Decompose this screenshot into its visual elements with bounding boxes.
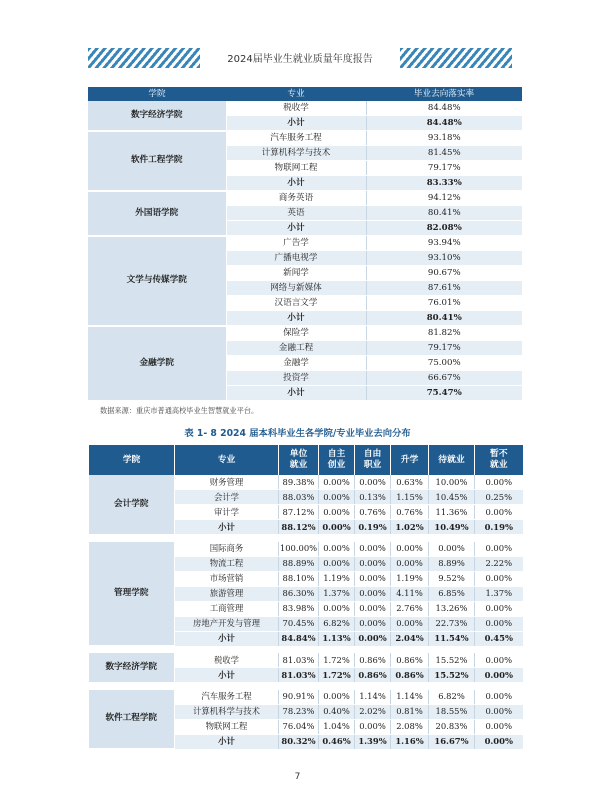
table-row [88, 131, 522, 146]
value-cell: 13.26% [429, 601, 475, 616]
value-cell: 100.00% [279, 542, 319, 557]
separator-cell [89, 683, 523, 690]
table2-body [89, 475, 523, 749]
subtotal-label: 小计 [226, 221, 366, 236]
header-stripe-right [400, 48, 512, 68]
value-cell: 83.98% [279, 601, 319, 616]
major-cell: 审计学 [175, 505, 279, 520]
value-cell: 1.15% [391, 490, 429, 505]
table2-header-text: 就业 [489, 460, 508, 470]
rate-cell: 84.48% [366, 101, 522, 116]
major-cell: 金融工程 [226, 341, 366, 356]
value-cell: 88.03% [279, 490, 319, 505]
value-cell: 0.00% [319, 475, 355, 490]
subtotal-label: 小计 [175, 734, 279, 749]
college-cell: 外国语学院 [88, 191, 226, 236]
subtotal-value: 1.02% [391, 520, 429, 535]
subtotal-value: 80.32% [279, 734, 319, 749]
table2-header-cell [429, 445, 475, 475]
value-cell: 8.89% [429, 556, 475, 571]
subtotal-value: 16.67% [429, 734, 475, 749]
value-cell: 1.72% [319, 653, 355, 668]
rate-cell: 76.01% [366, 296, 522, 311]
value-cell: 0.00% [355, 586, 391, 601]
subtotal-label: 小计 [226, 176, 366, 191]
table-row [89, 653, 523, 668]
major-cell: 国际商务 [175, 542, 279, 557]
value-cell: 1.19% [319, 571, 355, 586]
value-cell: 10.45% [429, 490, 475, 505]
value-cell: 0.76% [355, 505, 391, 520]
value-cell: 2.08% [391, 719, 429, 734]
rate-cell: 87.61% [366, 281, 522, 296]
major-cell: 广播电视学 [226, 251, 366, 266]
rate-cell: 93.10% [366, 251, 522, 266]
major-cell: 物流工程 [175, 556, 279, 571]
college-cell: 软件工程学院 [88, 131, 226, 191]
table2-header-text: 就业 [289, 460, 308, 470]
college-cell: 管理学院 [89, 542, 175, 647]
value-cell: 6.85% [429, 586, 475, 601]
major-cell: 税收学 [175, 653, 279, 668]
report-title: 2024届毕业生就业质量年度报告 [227, 54, 373, 65]
value-cell: 0.00% [475, 475, 523, 490]
subtotal-rate: 82.08% [366, 221, 522, 236]
value-cell: 0.00% [355, 616, 391, 631]
table-caption: 表 1- 8 2024 届本科毕业生各学院/专业毕业去向分布 [184, 428, 411, 439]
value-cell: 15.52% [429, 653, 475, 668]
table2-header-cell [475, 445, 523, 475]
value-cell: 0.00% [319, 490, 355, 505]
subtotal-value: 1.39% [355, 734, 391, 749]
table1-body [88, 101, 522, 401]
table-row [88, 236, 522, 251]
value-cell: 0.00% [319, 556, 355, 571]
value-cell: 0.00% [319, 542, 355, 557]
subtotal-value: 2.04% [391, 631, 429, 646]
subtotal-value: 0.00% [475, 668, 523, 683]
value-cell: 1.14% [355, 690, 391, 705]
rate-cell: 93.94% [366, 236, 522, 251]
subtotal-value: 0.19% [475, 520, 523, 535]
value-cell: 6.82% [429, 690, 475, 705]
value-cell: 0.00% [319, 690, 355, 705]
table2-header-text: 自主 [327, 449, 346, 459]
table2-header-text: 创业 [327, 460, 346, 470]
value-cell: 4.11% [391, 586, 429, 601]
major-cell: 汽车服务工程 [226, 131, 366, 146]
major-cell: 投资学 [226, 371, 366, 386]
subtotal-value: 15.52% [429, 668, 475, 683]
separator-cell [89, 646, 523, 653]
value-cell: 0.00% [475, 616, 523, 631]
subtotal-label: 小计 [175, 631, 279, 646]
college-cell: 数字经济学院 [89, 653, 175, 683]
value-cell: 0.00% [355, 556, 391, 571]
value-cell: 0.00% [355, 475, 391, 490]
value-cell: 0.76% [391, 505, 429, 520]
value-cell: 0.00% [319, 505, 355, 520]
value-cell: 88.89% [279, 556, 319, 571]
rate-cell: 79.17% [366, 341, 522, 356]
value-cell: 0.00% [391, 556, 429, 571]
rate-cell: 80.41% [366, 206, 522, 221]
college-cell: 文学与传媒学院 [88, 236, 226, 326]
major-cell: 会计学 [175, 490, 279, 505]
table2-header-text: 升学 [400, 454, 419, 465]
rate-cell: 90.67% [366, 266, 522, 281]
value-cell: 0.40% [319, 704, 355, 719]
group-separator [89, 646, 523, 653]
subtotal-label: 小计 [226, 116, 366, 131]
table2-header-text: 专业 [217, 454, 236, 465]
major-cell: 物联网工程 [175, 719, 279, 734]
table-college-placement-rate [88, 87, 522, 402]
subtotal-rate: 80.41% [366, 311, 522, 326]
value-cell: 20.83% [429, 719, 475, 734]
subtotal-value: 0.46% [319, 734, 355, 749]
value-cell: 0.00% [475, 719, 523, 734]
college-cell: 数字经济学院 [88, 101, 226, 131]
table2-header-cell [319, 445, 355, 475]
table1-header-row [88, 87, 522, 101]
subtotal-value: 0.19% [355, 520, 391, 535]
major-cell: 市场营销 [175, 571, 279, 586]
subtotal-value: 1.16% [391, 734, 429, 749]
subtotal-rate: 84.48% [366, 116, 522, 131]
value-cell: 0.00% [475, 505, 523, 520]
value-cell: 0.00% [429, 542, 475, 557]
separator-cell [89, 535, 523, 542]
value-cell: 0.00% [355, 719, 391, 734]
value-cell: 81.03% [279, 653, 319, 668]
value-cell: 6.82% [319, 616, 355, 631]
subtotal-value: 0.45% [475, 631, 523, 646]
table-row [88, 326, 522, 341]
value-cell: 0.00% [475, 601, 523, 616]
subtotal-value: 88.12% [279, 520, 319, 535]
major-cell: 物联网工程 [226, 161, 366, 176]
rate-cell: 81.82% [366, 326, 522, 341]
major-cell: 税收学 [226, 101, 366, 116]
major-cell: 旅游管理 [175, 586, 279, 601]
table2-header-cell [89, 445, 175, 475]
subtotal-label: 小计 [175, 668, 279, 683]
subtotal-value: 84.84% [279, 631, 319, 646]
value-cell: 1.04% [319, 719, 355, 734]
value-cell: 0.00% [475, 653, 523, 668]
rate-cell: 93.18% [366, 131, 522, 146]
rate-cell: 66.67% [366, 371, 522, 386]
table2-header-text: 自由 [363, 449, 382, 459]
value-cell: 11.36% [429, 505, 475, 520]
value-cell: 1.14% [391, 690, 429, 705]
value-cell: 89.38% [279, 475, 319, 490]
major-cell: 房地产开发与管理 [175, 616, 279, 631]
major-cell: 保险学 [226, 326, 366, 341]
subtotal-value: 0.86% [391, 668, 429, 683]
table2-header-text: 待就业 [438, 454, 465, 465]
value-cell: 0.81% [391, 704, 429, 719]
value-cell: 0.00% [319, 601, 355, 616]
subtotal-rate: 75.47% [366, 386, 522, 401]
rate-cell: 75.00% [366, 356, 522, 371]
value-cell: 2.22% [475, 556, 523, 571]
subtotal-label: 小计 [226, 311, 366, 326]
value-cell: 1.37% [475, 586, 523, 601]
value-cell: 86.30% [279, 586, 319, 601]
subtotal-value: 0.00% [319, 520, 355, 535]
value-cell: 0.00% [355, 571, 391, 586]
rate-cell: 79.17% [366, 161, 522, 176]
value-cell: 10.00% [429, 475, 475, 490]
value-cell: 76.04% [279, 719, 319, 734]
subtotal-value: 1.13% [319, 631, 355, 646]
value-cell: 88.10% [279, 571, 319, 586]
table2-header-text: 职业 [363, 460, 382, 470]
page-header [0, 0, 595, 80]
table2-header-cell [355, 445, 391, 475]
value-cell: 0.13% [355, 490, 391, 505]
major-cell: 新闻学 [226, 266, 366, 281]
value-cell: 70.45% [279, 616, 319, 631]
value-cell: 78.23% [279, 704, 319, 719]
value-cell: 0.86% [391, 653, 429, 668]
table2-header-text: 暂不 [489, 449, 508, 459]
value-cell: 90.91% [279, 690, 319, 705]
table-row [88, 191, 522, 206]
value-cell: 0.00% [355, 542, 391, 557]
table2-header-cell [279, 445, 319, 475]
college-cell: 软件工程学院 [89, 690, 175, 750]
subtotal-value: 0.00% [355, 631, 391, 646]
subtotal-value: 0.86% [355, 668, 391, 683]
college-cell: 金融学院 [88, 326, 226, 401]
value-cell: 18.55% [429, 704, 475, 719]
rate-cell: 81.45% [366, 146, 522, 161]
data-source-note: 数据来源：重庆市普通高校毕业生智慧就业平台。 [100, 406, 259, 415]
table2-header-row [89, 445, 523, 475]
value-cell: 0.25% [475, 490, 523, 505]
group-separator [89, 535, 523, 542]
major-cell: 商务英语 [226, 191, 366, 206]
table-row [89, 475, 523, 490]
group-separator [89, 683, 523, 690]
table2-header-text: 学院 [122, 454, 141, 465]
rate-cell: 94.12% [366, 191, 522, 206]
value-cell: 0.00% [391, 542, 429, 557]
major-cell: 广告学 [226, 236, 366, 251]
value-cell: 0.00% [475, 690, 523, 705]
table2-header-cell [175, 445, 279, 475]
value-cell: 0.00% [475, 571, 523, 586]
value-cell: 0.00% [355, 601, 391, 616]
table-college-destination-distribution [88, 445, 523, 750]
value-cell: 22.73% [429, 616, 475, 631]
subtotal-label: 小计 [175, 520, 279, 535]
value-cell: 0.00% [475, 704, 523, 719]
value-cell: 0.63% [391, 475, 429, 490]
major-cell: 金融学 [226, 356, 366, 371]
major-cell: 英语 [226, 206, 366, 221]
header-stripe-left [88, 48, 200, 68]
value-cell: 0.00% [475, 542, 523, 557]
subtotal-rate: 83.33% [366, 176, 522, 191]
subtotal-value: 10.49% [429, 520, 475, 535]
value-cell: 1.37% [319, 586, 355, 601]
table1-header-major: 专业 [226, 87, 366, 101]
subtotal-value: 0.00% [475, 734, 523, 749]
subtotal-value: 11.54% [429, 631, 475, 646]
subtotal-value: 1.72% [319, 668, 355, 683]
value-cell: 1.19% [391, 571, 429, 586]
table2-header-text: 单位 [289, 449, 308, 459]
table2-header-cell [391, 445, 429, 475]
major-cell: 汽车服务工程 [175, 690, 279, 705]
value-cell: 87.12% [279, 505, 319, 520]
value-cell: 2.76% [391, 601, 429, 616]
table-row [88, 101, 522, 116]
major-cell: 计算机科学与技术 [226, 146, 366, 161]
subtotal-label: 小计 [226, 386, 366, 401]
table-row [89, 542, 523, 557]
major-cell: 财务管理 [175, 475, 279, 490]
major-cell: 网络与新媒体 [226, 281, 366, 296]
college-cell: 会计学院 [89, 475, 175, 535]
value-cell: 2.02% [355, 704, 391, 719]
major-cell: 工商管理 [175, 601, 279, 616]
value-cell: 9.52% [429, 571, 475, 586]
major-cell: 计算机科学与技术 [175, 704, 279, 719]
table-row [89, 690, 523, 705]
value-cell: 0.00% [391, 616, 429, 631]
major-cell: 汉语言文学 [226, 296, 366, 311]
subtotal-value: 81.03% [279, 668, 319, 683]
table1-header-college: 学院 [88, 87, 226, 101]
value-cell: 0.86% [355, 653, 391, 668]
page-number: 7 [294, 772, 301, 782]
table1-header-rate: 毕业去向落实率 [366, 87, 522, 101]
